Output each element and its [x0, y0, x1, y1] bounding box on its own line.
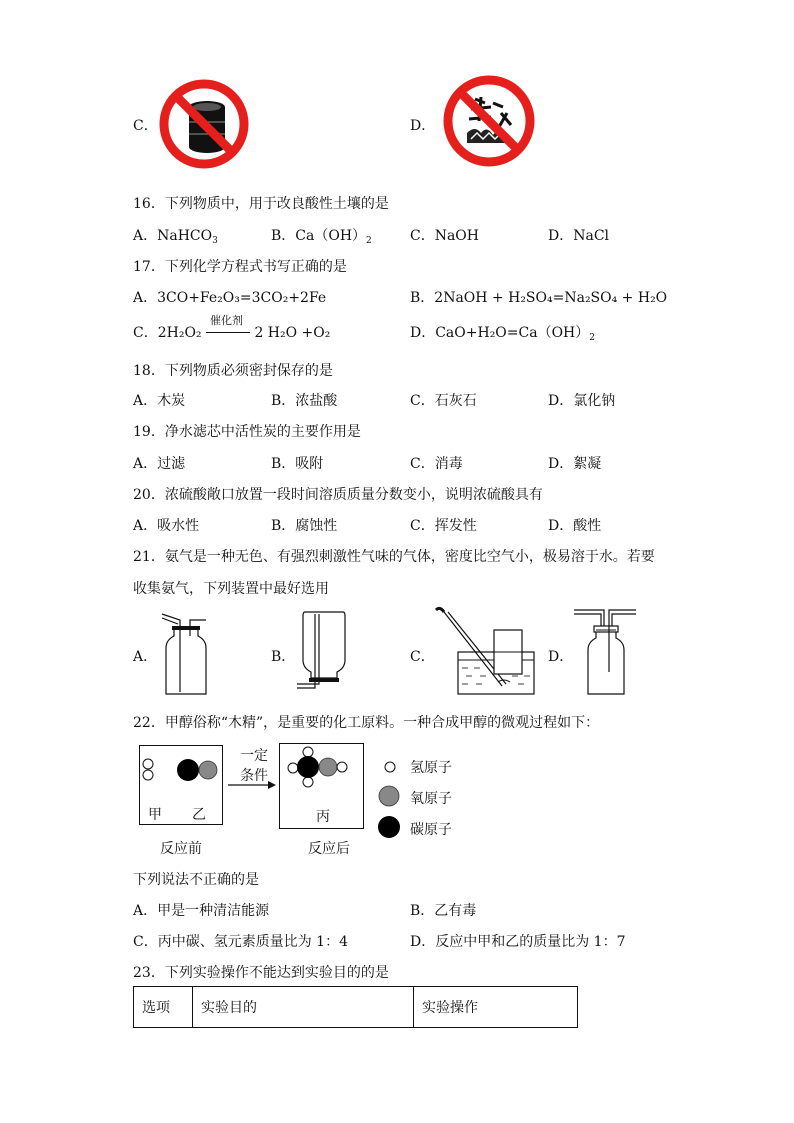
gas-bottle-short-tube-in-icon: [574, 608, 638, 698]
after-reaction-caption: 反应后: [308, 841, 350, 857]
option-d-label: D．: [410, 118, 436, 134]
q18-option-c: C．石灰石: [410, 393, 477, 409]
q20-option-c: C．挥发性: [410, 518, 477, 534]
question-19-stem: 19．净水滤芯中活性炭的主要作用是: [133, 424, 361, 440]
q20-option-d: D．酸性: [548, 518, 602, 534]
option-c-label: C．: [133, 118, 158, 134]
header-option: 选项: [134, 987, 193, 1028]
question-22-sub-stem: 下列说法不正确的是: [133, 872, 259, 888]
question-18-stem: 18．下列物质必须密封保存的是: [133, 363, 333, 379]
q22-option-a: A．甲是一种清洁能源: [133, 903, 270, 919]
after-reaction-box: [279, 743, 364, 829]
q16-option-a: A．NaHCO$_3$: [133, 228, 218, 246]
q17-option-a: A．3CO+Fe₂O₃=3CO₂+2Fe: [133, 290, 327, 306]
hydrogen-atom-legend-icon: [384, 761, 396, 773]
q16-option-c: C．NaOH: [410, 228, 479, 244]
q19-option-c: C．消毒: [410, 456, 463, 472]
q21-option-d: D．: [548, 649, 574, 665]
q16-option-d: D．NaCl: [548, 228, 610, 244]
question-21-stem-line1: 21．氨气是一种无色、有强烈刺激性气味的气体，密度比空气小，极易溶于水。若要: [133, 549, 655, 565]
q21-option-b: B．: [271, 649, 296, 665]
question-23-stem: 23．下列实验操作不能达到实验目的的是: [133, 965, 389, 981]
experiment-table: [133, 986, 578, 1028]
q19-option-b: B．吸附: [271, 456, 324, 472]
question-22-stem: 22．甲醇俗称“木精”，是重要的化工原料。一种合成甲醇的微观过程如下：: [133, 715, 600, 731]
legend-carbon: 碳原子: [410, 822, 452, 838]
q17-option-c: [133, 314, 331, 342]
condition-top: 一定: [240, 748, 268, 764]
no-oil-drum-icon: [157, 77, 251, 171]
q22-option-b: B．乙有毒: [410, 903, 477, 919]
inverted-bottle-icon: [295, 610, 353, 696]
header-purpose: 实验目的: [193, 987, 414, 1028]
label-yi: 乙: [192, 807, 206, 823]
q22-option-c: C．丙中碳、氢元素质量比为 1：4: [133, 934, 348, 950]
q17-c-product: 2 H₂O +O₂: [254, 325, 331, 341]
q17-option-d: D．$CaO+H_2O=Ca(OH)_2$: [410, 325, 595, 343]
question-17-stem: 17．下列化学方程式书写正确的是: [133, 259, 347, 275]
q21-option-a: A．: [133, 649, 158, 665]
carbon-atom-legend-icon: [377, 815, 401, 839]
reaction-arrow: [206, 314, 250, 340]
q20-option-a: A．吸水性: [133, 518, 200, 534]
q17-c-reactant: C．2H₂O₂: [133, 325, 202, 341]
gas-bottle-long-tube-in-icon: [160, 612, 210, 697]
q18-option-d: D．氯化钠: [548, 393, 616, 409]
table-header-row: [134, 987, 578, 1028]
q18-option-b: B．浓盐酸: [271, 393, 338, 409]
q22-option-d: D．反应中甲和乙的质量比为 1：7: [410, 934, 626, 950]
before-reaction-box: [139, 745, 223, 825]
question-21-stem-line2: 收集氨气，下列装置中最好选用: [133, 581, 329, 597]
catalyst-label: 催化剂: [209, 314, 243, 327]
q17-option-b: B．2NaOH + H₂SO₄=Na₂SO₄ + H₂O: [410, 290, 668, 306]
condition-bottom: 条件: [240, 768, 268, 784]
water-trough-collection-icon: [432, 606, 542, 698]
q16-option-b: B．$Ca(OH)_2$: [271, 228, 372, 246]
legend-hydrogen: 氢原子: [410, 760, 452, 776]
q21-option-c: C．: [410, 649, 435, 665]
question-20-stem: 20．浓硫酸敞口放置一段时间溶质质量分数变小，说明浓硫酸具有: [133, 487, 543, 503]
label-jia: 甲: [148, 807, 162, 823]
no-burning-icon: [441, 73, 537, 169]
before-reaction-caption: 反应前: [160, 841, 202, 857]
q18-option-a: A．木炭: [133, 393, 186, 409]
header-operation: 实验操作: [414, 987, 578, 1028]
oxygen-atom-legend-icon: [378, 785, 400, 807]
label-bing: 丙: [316, 809, 330, 825]
q19-option-d: D．絮凝: [548, 456, 602, 472]
q19-option-a: A．过滤: [133, 456, 186, 472]
legend-oxygen: 氧原子: [410, 791, 452, 807]
question-16-stem: 16．下列物质中，用于改良酸性土壤的是: [133, 196, 389, 212]
q20-option-b: B．腐蚀性: [271, 518, 338, 534]
